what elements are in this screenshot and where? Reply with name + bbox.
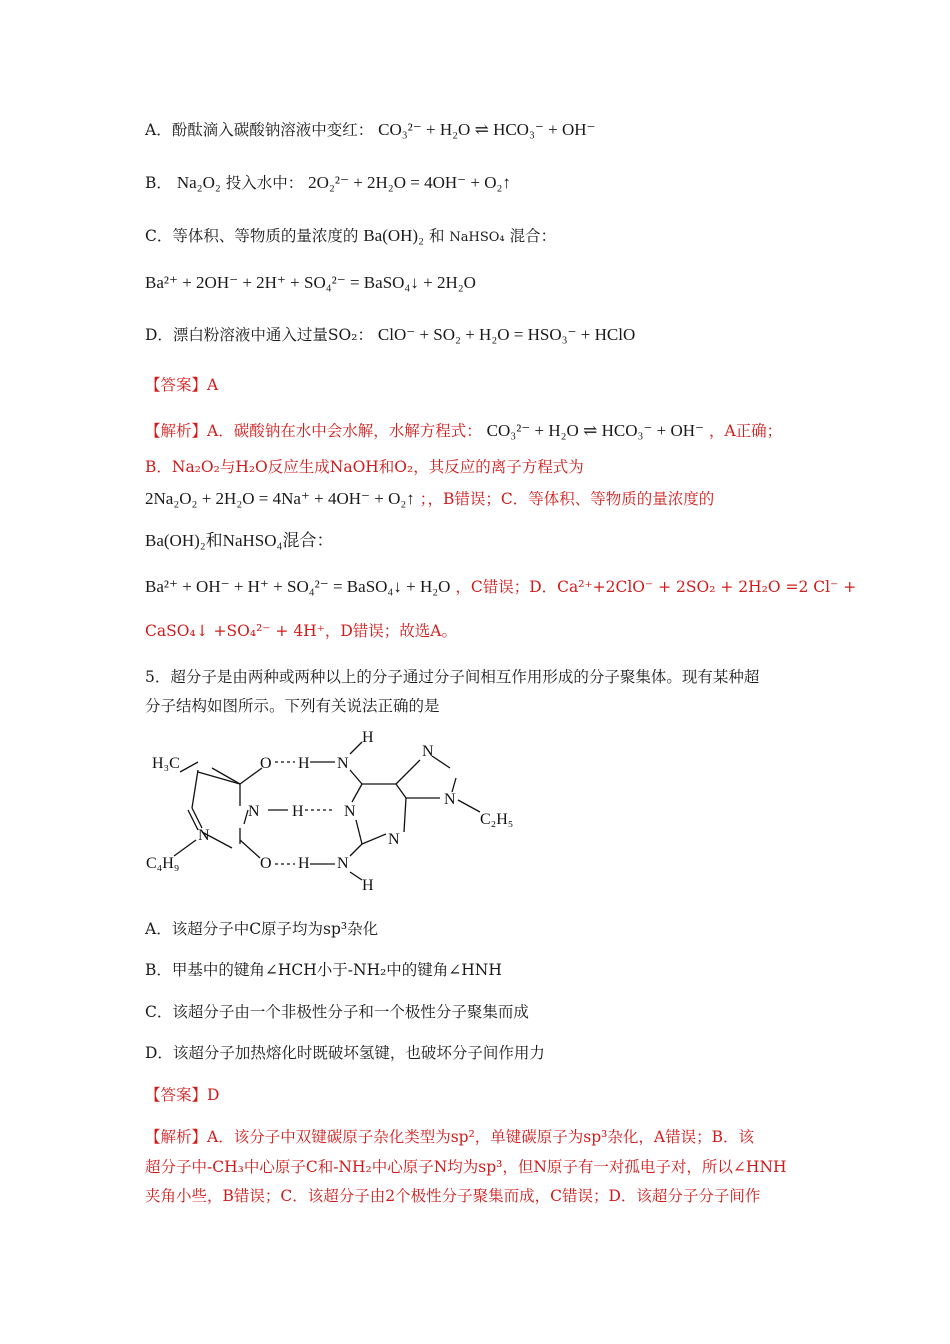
q5-answer bbox=[145, 1083, 219, 1105]
q4-option-a bbox=[145, 118, 595, 140]
expl-text: ；，B错误；C．等体积、等物质的量浓度的 bbox=[419, 490, 715, 508]
q4-expl-line2: B．Na₂O₂与H₂O反应生成NaOH和O₂，其反应的离子方程式为 bbox=[145, 458, 584, 476]
explanation-tag: 【解析】 bbox=[145, 422, 208, 440]
answer-tag: 【答案】 bbox=[145, 1086, 208, 1104]
option-c-text: C．等体积、等物质的量浓度的 bbox=[145, 227, 359, 245]
q4-answer bbox=[145, 373, 218, 395]
option-c-chem2: NaHSO₄ bbox=[449, 230, 505, 245]
expl-equation: Ba²⁺ + OH⁻ + H⁺ + SO₄²⁻ = BaSO₄↓ + H₂O bbox=[145, 577, 451, 596]
expl-text: ，C错误；D．Ca²⁺+2ClO⁻ + 2SO₂ + 2H₂O =2 Cl⁻ + bbox=[455, 578, 857, 596]
q5-stem-line2: 分子结构如图所示。下列有关说法正确的是 bbox=[145, 697, 440, 715]
q5-expl-line1 bbox=[145, 1125, 754, 1147]
option-b-text: 投入水中： bbox=[225, 174, 304, 192]
o-label: O bbox=[260, 855, 272, 872]
option-c-chem1: Ba(OH)₂ bbox=[363, 226, 424, 245]
n-label: N bbox=[337, 755, 349, 772]
q4-option-c bbox=[145, 224, 556, 246]
n-label: N bbox=[248, 803, 260, 820]
answer-value: A bbox=[207, 376, 219, 394]
q5-option-b: B．甲基中的键角∠HCH小于-NH₂中的键角∠HNH bbox=[145, 961, 502, 979]
h-label: H bbox=[298, 855, 310, 872]
h-label: H bbox=[362, 877, 374, 894]
n-label: N bbox=[344, 803, 356, 820]
q5-option-a: A．该超分子中C原子均为sp³杂化 bbox=[145, 920, 379, 938]
expl-equation: CO₃²⁻ + H₂O ⇌ HCO₃⁻ + OH⁻ bbox=[486, 421, 704, 440]
q5-stem-line1: 5．超分子是由两种或两种以上的分子通过分子间相互作用形成的分子聚集体。现有某种超 bbox=[145, 668, 760, 686]
c2h5-label: C₂H₅ bbox=[480, 811, 514, 828]
q4-expl-line4 bbox=[145, 526, 333, 551]
expl-equation: 2Na₂O₂ + 2H₂O = 4Na⁺ + 4OH⁻ + O₂↑ bbox=[145, 489, 415, 508]
answer-value: D bbox=[207, 1086, 220, 1104]
q5-option-d: D．该超分子加热熔化时既破坏氢键，也破坏分子间作用力 bbox=[145, 1044, 545, 1062]
n-label: N bbox=[388, 831, 400, 848]
option-c-mid: 和 bbox=[428, 227, 445, 245]
option-b-prefix: B． bbox=[145, 174, 172, 192]
option-a-text: A．酚酞滴入碳酸钠溶液中变红： bbox=[145, 121, 374, 139]
option-d-equation: ClO⁻ + SO₂ + H₂O = HSO₃⁻ + HClO bbox=[377, 325, 636, 344]
option-d-text: D．漂白粉溶液中通入过量SO₂： bbox=[145, 326, 373, 344]
n-label: N bbox=[337, 855, 349, 872]
q5-expl-line3: 夹角小些，B错误；C．该超分子由2个极性分子聚集而成，C错误；D．该超分子分子间作 bbox=[145, 1187, 761, 1205]
expl-chem: Ba(OH)₂和NaHSO₄混合： bbox=[145, 531, 334, 550]
option-b-equation: 2O₂²⁻ + 2H₂O = 4OH⁻ + O₂↑ bbox=[308, 173, 511, 192]
c4h9-label: C₄H₉ bbox=[146, 855, 180, 872]
q5-expl-line2: 超分子中-CH₃中心原子C和-NH₂中心原子N均为sp³，但N原子有一对孤电子对，所以∠HNH bbox=[145, 1158, 787, 1176]
explanation-tag: 【解析】 bbox=[145, 1128, 208, 1146]
option-b-chem: Na₂O₂ bbox=[176, 173, 221, 192]
expl-text: A．碳酸钠在水中会水解，水解方程式： bbox=[207, 422, 482, 440]
n-label: N bbox=[198, 827, 210, 844]
h-label: H bbox=[292, 803, 304, 820]
answer-tag: 【答案】 bbox=[145, 376, 208, 394]
q4-expl-line6: CaSO₄↓ +SO₄²⁻ + 4H⁺，D错误；故选A。 bbox=[145, 622, 457, 640]
expl-text: A．该分子中双键碳原子杂化类型为sp²，单键碳原子为sp³杂化，A错误；B．该 bbox=[207, 1128, 754, 1146]
q4-option-d bbox=[145, 323, 635, 345]
supramolecule-structure bbox=[140, 728, 540, 898]
q5-option-c: C．该超分子由一个非极性分子和一个极性分子聚集而成 bbox=[145, 1003, 529, 1021]
option-c-post: 混合： bbox=[509, 227, 557, 245]
ch3-label: H₃C bbox=[152, 755, 180, 772]
expl-text: ，A正确； bbox=[708, 422, 783, 440]
n-label: N bbox=[444, 791, 456, 808]
h-label: H bbox=[362, 729, 374, 746]
q4-expl-line3 bbox=[145, 487, 714, 509]
option-a-equation: CO₃²⁻ + H₂O ⇌ HCO₃⁻ + OH⁻ bbox=[378, 120, 596, 139]
bond bbox=[212, 768, 240, 784]
q4-option-c-equation: Ba²⁺ + 2OH⁻ + 2H⁺ + SO₄²⁻ = BaSO₄↓ + 2H₂O bbox=[145, 273, 476, 292]
q4-option-b bbox=[145, 171, 511, 193]
q4-expl-line1 bbox=[145, 419, 782, 441]
o-label: O bbox=[260, 755, 272, 772]
h-label: H bbox=[298, 755, 310, 772]
n-label: N bbox=[422, 743, 434, 760]
q4-expl-line5 bbox=[145, 575, 856, 597]
